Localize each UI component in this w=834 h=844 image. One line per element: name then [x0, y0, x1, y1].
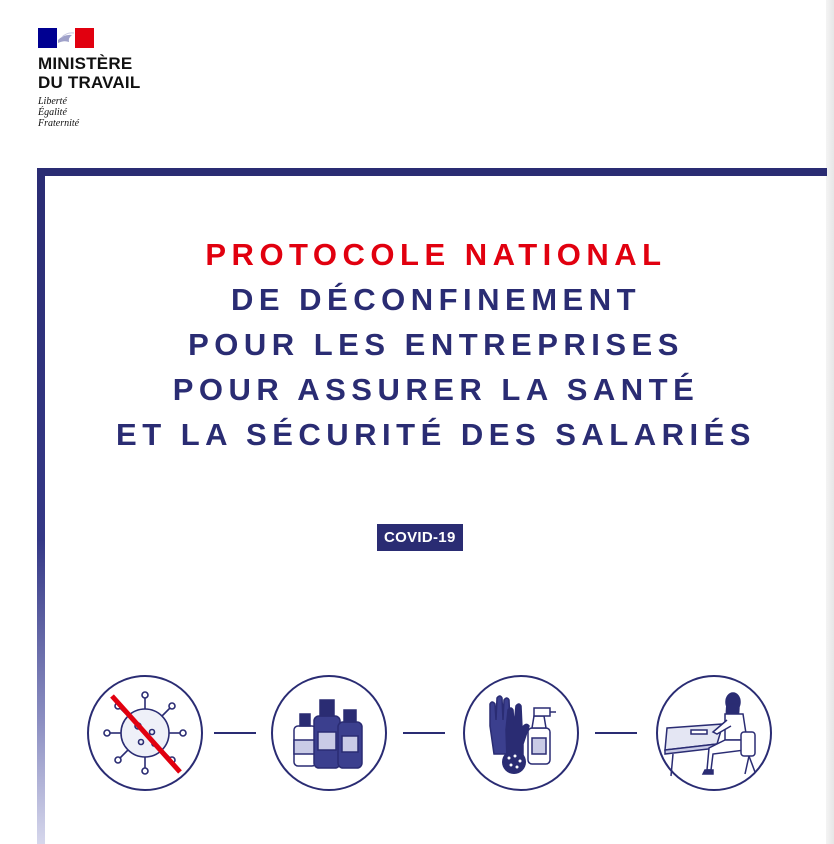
icon-row [0, 660, 834, 810]
motto-fraternite: Fraternité [38, 118, 80, 129]
frame-top-border [37, 168, 827, 176]
marianne-flag-icon [38, 28, 94, 48]
motto-liberte: Liberté [38, 96, 67, 107]
title-line-3: POUR LES ENTREPRISES [188, 327, 684, 362]
gloves-and-cleaning-spray-icon [462, 674, 580, 792]
connector-line-2 [403, 732, 445, 734]
connector-line-1 [214, 732, 256, 734]
title-line-2: DE DÉCONFINEMENT [230, 282, 642, 317]
person-at-desk-icon [655, 674, 773, 792]
connector-line-3 [595, 732, 637, 734]
document-title [45, 232, 827, 457]
ministry-name-line1: MINISTÈRE [38, 54, 133, 73]
ministry-logo [38, 28, 140, 129]
motto-egalite: Égalité [38, 107, 67, 118]
no-virus-icon [86, 674, 204, 792]
title-line-4: POUR ASSURER LA SANTÉ [172, 372, 700, 407]
covid-badge: COVID-19 [377, 524, 463, 551]
hand-sanitizer-bottles-icon [270, 674, 388, 792]
title-line-1: PROTOCOLE NATIONAL [205, 237, 667, 272]
title-line-5: ET LA SÉCURITÉ DES SALARIÉS [116, 417, 756, 452]
republic-motto [38, 96, 140, 129]
ministry-name-line2: DU TRAVAIL [38, 73, 141, 92]
